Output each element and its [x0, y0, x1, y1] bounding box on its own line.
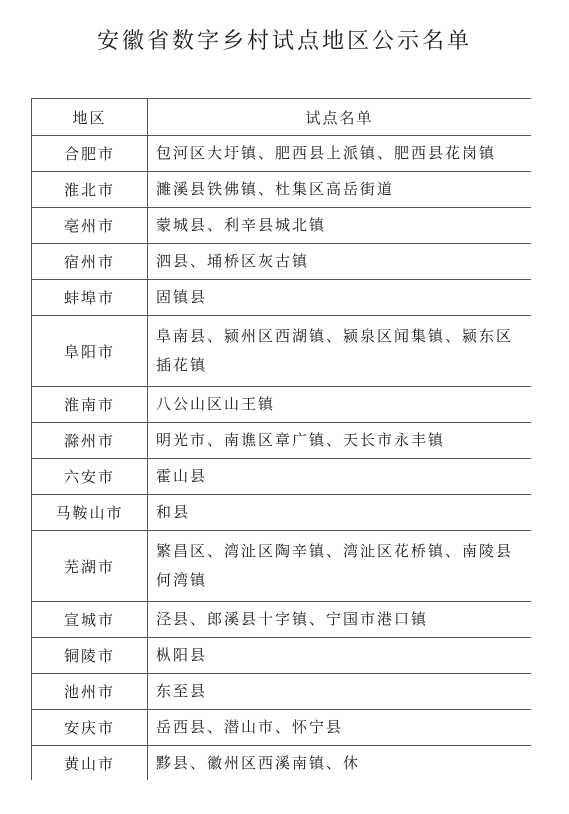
table-row [32, 172, 532, 208]
table-row [32, 638, 532, 674]
towns-cell: 黟县、徽州区西溪南镇、休 [148, 746, 532, 781]
towns-cell: 阜南县、颍州区西湖镇、颍泉区闻集镇、颍东区插花镇 [148, 316, 532, 387]
document-title: 安徽省数字乡村试点地区公示名单 [96, 29, 472, 54]
table-row [32, 710, 532, 746]
region-cell: 六安市 [32, 459, 148, 495]
towns-cell: 明光市、南谯区章广镇、天长市永丰镇 [148, 423, 532, 459]
table-row [32, 423, 532, 459]
table-row [32, 531, 532, 602]
region-cell: 亳州市 [32, 208, 148, 244]
towns-cell: 泗县、埇桥区灰古镇 [148, 244, 532, 280]
region-cell: 宿州市 [32, 244, 148, 280]
pilot-list-table-container [31, 98, 531, 780]
region-cell: 黄山市 [32, 746, 148, 781]
table-row [32, 208, 532, 244]
towns-cell: 和县 [148, 495, 532, 531]
towns-cell: 东至县 [148, 674, 532, 710]
table-row [32, 746, 532, 781]
table-row [32, 280, 532, 316]
towns-cell: 繁昌区、湾沚区陶辛镇、湾沚区花桥镇、南陵县何湾镇 [148, 531, 532, 602]
pilot-list-table [31, 98, 531, 780]
region-cell: 滁州市 [32, 423, 148, 459]
region-cell: 宣城市 [32, 602, 148, 638]
towns-cell: 濉溪县铁佛镇、杜集区高岳街道 [148, 172, 532, 208]
region-cell: 阜阳市 [32, 316, 148, 387]
header-region: 地区 [32, 99, 148, 136]
table-row [32, 459, 532, 495]
region-cell: 马鞍山市 [32, 495, 148, 531]
towns-cell: 蒙城县、利辛县城北镇 [148, 208, 532, 244]
towns-cell: 霍山县 [148, 459, 532, 495]
towns-cell: 包河区大圩镇、肥西县上派镇、肥西县花岗镇 [148, 136, 532, 172]
region-cell: 芜湖市 [32, 531, 148, 602]
region-cell: 淮南市 [32, 387, 148, 423]
table-header-row [32, 99, 532, 136]
towns-cell: 枞阳县 [148, 638, 532, 674]
table-row [32, 136, 532, 172]
table-row [32, 244, 532, 280]
region-cell: 蚌埠市 [32, 280, 148, 316]
region-cell: 安庆市 [32, 710, 148, 746]
table-row [32, 674, 532, 710]
region-cell: 铜陵市 [32, 638, 148, 674]
region-cell: 合肥市 [32, 136, 148, 172]
towns-cell: 岳西县、潜山市、怀宁县 [148, 710, 532, 746]
region-cell: 淮北市 [32, 172, 148, 208]
table-row [32, 495, 532, 531]
header-towns: 试点名单 [148, 99, 532, 136]
towns-cell: 泾县、郎溪县十字镇、宁国市港口镇 [148, 602, 532, 638]
towns-cell: 八公山区山王镇 [148, 387, 532, 423]
towns-cell: 固镇县 [148, 280, 532, 316]
table-row [32, 316, 532, 387]
table-row [32, 602, 532, 638]
region-cell: 池州市 [32, 674, 148, 710]
table-row [32, 387, 532, 423]
